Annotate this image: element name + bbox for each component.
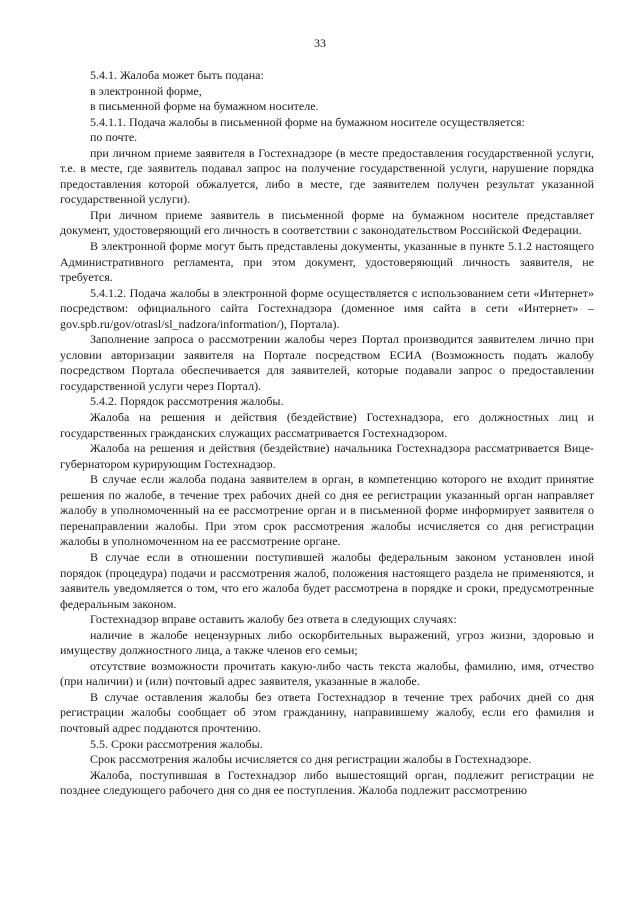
document-body	[60, 68, 594, 799]
paragraph: при личном приеме заявителя в Гостехнадзоре (в месте предоставления государственной услуги, т.е. в месте, где заявитель подавал запрос на получение государственной услуги, нарушение порядка предоставления которой обжалуется, либо в месте, где заявителем получен результат указанной государственной услуги).	[60, 145, 594, 207]
paragraph: В электронной форме могут быть представлены документы, указанные в пункте 5.1.2 настоящего Административного регламента, при этом документ, удостоверяющий личность заявителя, не требуется.	[60, 239, 594, 285]
paragraph: В случае если жалоба подана заявителем в орган, в компетенцию которого не входит принятие решения по жалобе, в течение трех рабочих дней со дня ее регистрации указанный орган направляет жалобу в уполномоченный на ее рассмотрение орган и в письменной форме информирует заявителя о перенаправлении жалобы. При этом срок рассмотрения жалобы исчисляется со дня регистрации жалобы в уполномоченном на ее рассмотрение органе.	[60, 472, 594, 549]
paragraph: Заполнение запроса о рассмотрении жалобы через Портал производится заявителем лично при условии авторизации заявителя на Портале посредством ЕСИА (Возможность подать жалобу посредством Портала обеспечивается для заявителей, которые подавали запрос о предоставлении государственной услуги через Портал).	[60, 332, 594, 393]
paragraph: При личном приеме заявитель в письменной форме на бумажном носителе представляет документ, удостоверяющий его личность в соответствии с законодательством Российской Федерации.	[60, 207, 594, 238]
paragraph: Жалоба на решения и действия (бездействие) Гостехнадзора, его должностных лиц и государственных гражданских служащих рассматривается Гостехнадзором.	[60, 410, 594, 440]
paragraph: отсутствие возможности прочитать какую-либо часть текста жалобы, фамилию, имя, отчество (при наличии) и (или) почтовый адрес заявителя, указанные в жалобе.	[60, 658, 594, 689]
paragraph: 5.4.1. Жалоба может быть подана:	[90, 68, 264, 82]
paragraph: Гостехнадзор вправе оставить жалобу без ответа в следующих случаях:	[90, 612, 457, 627]
page-number: 33	[314, 36, 326, 50]
paragraph: в письменной форме на бумажном носителе.	[90, 99, 319, 114]
paragraph: Срок рассмотрения жалобы исчисляется со дня регистрации жалобы в Гостехнадзоре.	[90, 752, 532, 767]
paragraph: В случае оставления жалобы без ответа Гостехнадзор в течение трех рабочих дней со дня регистрации жалобы сообщает об этом гражданину, направившему жалобу, если его фамилия и почтовый адрес поддаются прочтению.	[60, 689, 594, 735]
paragraph: 5.4.2. Порядок рассмотрения жалобы.	[90, 394, 284, 409]
paragraph: по почте.	[90, 130, 138, 145]
paragraph: Жалоба, поступившая в Гостехнадзор либо вышестоящий орган, подлежит регистрации не позднее следующего рабочего дня со дня ее поступления. Жалоба подлежит рассмотрению	[60, 767, 594, 798]
paragraph: в электронной форме,	[90, 83, 202, 98]
paragraph: 5.4.1.1. Подача жалобы в письменной форме на бумажном носителе осуществляется:	[90, 114, 525, 129]
paragraph: 5.5. Сроки рассмотрения жалобы.	[90, 736, 263, 751]
paragraph: 5.4.1.2. Подача жалобы в электронной форме осуществляется с использованием сети «Интернет» посредством: официального сайта Гостехнадзора (доменное имя сайта в сети «Интернет» – gov.spb.ru/gov/otrasl/sl_nadzora/information/), Портала).	[60, 285, 594, 331]
paragraph: наличие в жалобе нецензурных либо оскорбительных выражений, угроз жизни, здоровью и имуществу должностного лица, а также членов его семьи;	[60, 627, 594, 658]
paragraph: Жалоба на решения и действия (бездействие) начальника Гостехнадзора рассматривается Вице-губернатором курирующим Гостехнадзор.	[60, 441, 594, 471]
paragraph: В случае если в отношении поступившей жалобы федеральным законом установлен иной порядок (процедура) подачи и рассмотрения жалоб, положения настоящего раздела не применяются, и заявитель уведомляется о том, что его жалоба будет рассмотрена в порядке и сроки, предусмотренные федеральным законом.	[60, 549, 594, 611]
